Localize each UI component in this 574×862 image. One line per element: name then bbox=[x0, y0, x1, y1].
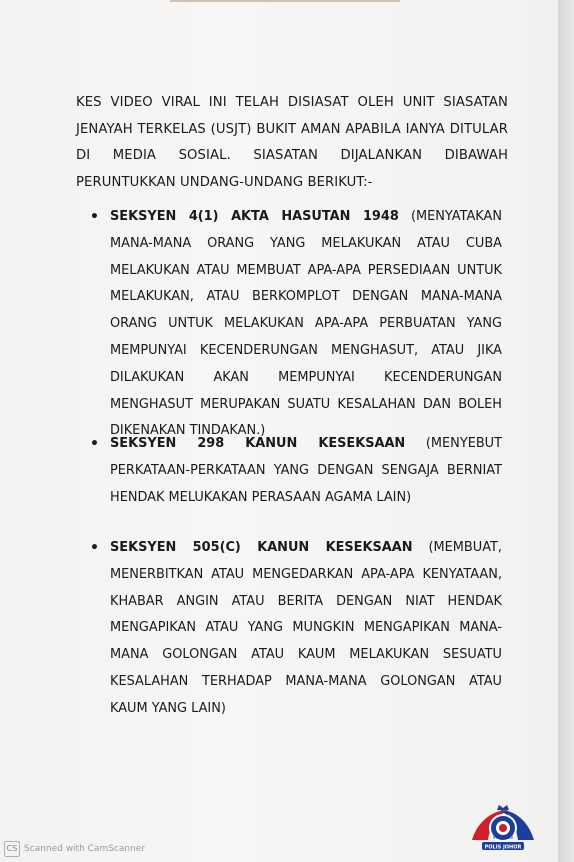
emblem-top-text: IPK JOHOR bbox=[492, 835, 514, 840]
bullet-icon: • bbox=[90, 209, 99, 225]
emblem-bottom-text: POLIS JOHOR bbox=[484, 844, 522, 851]
section-title: SEKSYEN 4(1) AKTA HASUTAN 1948 bbox=[110, 209, 399, 224]
section-description: (MEMBUAT, MENERBITKAN ATAU MENGEDARKAN APA-APA KENYATAAN, KHABAR ANGIN ATAU BERITA DENGAN NIAT HENDAK MENGAPIKAN ATAU YANG MUNGKIN MENGAPIKAN MANA-MANA GOLONGAN ATAU KAUM MELAKUKAN SESUATU KESALAHAN TERHADAP MANA-MANA GOLONGAN ATAU KAUM YANG LAIN) bbox=[110, 540, 502, 716]
list-item-text bbox=[110, 204, 502, 445]
section-description: (MENYATAKAN MANA-MANA ORANG YANG MELAKUKAN ATAU CUBA MELAKUKAN ATAU MEMBUAT APA-APA PERSEDIAAN UNTUK MELAKUKAN, ATAU BERKOMPLOT DENGAN MANA-MANA ORANG UNTUK MELAKUKAN APA-APA PERBUATAN YANG MEMPUNYAI KECENDERUNGAN MENGHASUT, ATAU JIKA DILAKUKAN AKAN MEMPUNYAI KECENDERUNGAN MENGHASUT MERUPAKAN SUATU KESALAHAN DAN BOLEH DIKENAKAN TINDAKAN.) bbox=[110, 209, 502, 439]
list-item-text bbox=[110, 535, 502, 723]
top-edge-line bbox=[170, 0, 400, 2]
section-title: SEKSYEN 505(C) KANUN KESEKSAAN bbox=[110, 540, 413, 555]
intro-paragraph: KES VIDEO VIRAL INI TELAH DISIASAT OLEH UNIT SIASATAN JENAYAH TERKELAS (USJT) BUKIT AMAN APABILA IANYA DITULAR DI MEDIA SOSIAL. SIASATAN DIJALANKAN DIBAWAH PERUNTUKKAN UNDANG-UNDANG BERIKUT:- bbox=[76, 95, 508, 190]
list-item-text bbox=[110, 431, 502, 511]
section-description: (MENYEBUT PERKATAAN-PERKATAAN YANG DENGAN SENGAJA BERNIAT HENDAK MELUKAKAN PERASAAN AGAMA LAIN) bbox=[110, 436, 502, 505]
scanner-text: Scanned with CamScanner bbox=[24, 844, 146, 854]
camscanner-logo-icon: CS bbox=[4, 841, 20, 857]
scanner-watermark bbox=[0, 838, 145, 860]
police-emblem-icon bbox=[468, 796, 538, 856]
section-title: SEKSYEN 298 KANUN KESEKSAAN bbox=[110, 436, 406, 451]
bullet-icon: • bbox=[90, 540, 99, 556]
page-edge-shadow bbox=[558, 0, 574, 862]
bullet-icon: • bbox=[90, 436, 99, 452]
